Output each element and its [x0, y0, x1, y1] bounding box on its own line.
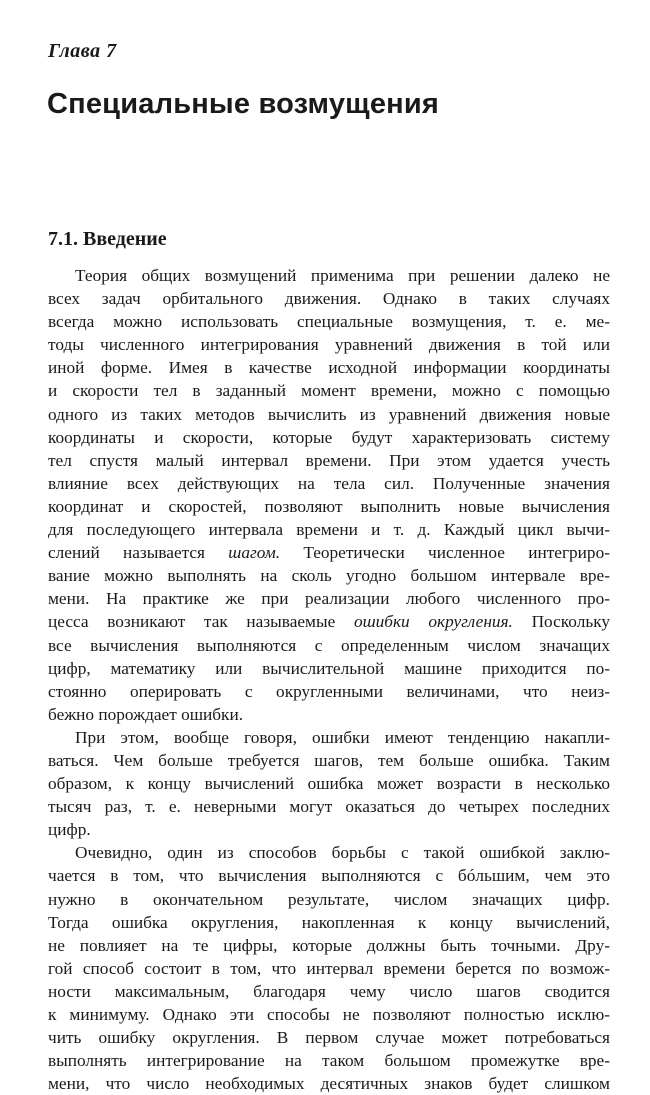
text-line: мени, что число необходимых десятичных знаков будет слишком: [48, 1074, 610, 1094]
text-line: все вычисления выполняются с определенным числом значащих: [48, 635, 610, 655]
chapter-label: Глава 7: [48, 40, 117, 62]
body-text: [48, 264, 610, 1095]
text-line: вание можно выполнять на сколь угодно большом интервале вре-: [48, 566, 610, 586]
text-line: [48, 541, 610, 564]
text-line: и скорости тел в заданный момент времени, можно с помощью: [48, 381, 610, 401]
text-line: Теория общих возмущений применима при решении далеко не: [75, 266, 610, 285]
text-line: влияние всех действующих на тела сил. Полученные значения: [48, 473, 610, 493]
text-line: [48, 610, 610, 633]
text-line: ности максимальным, благодаря чему число шагов сводится: [48, 981, 610, 1001]
term-step: шагом.: [228, 543, 281, 563]
text-line: к минимуму. Однако эти способы не позволяют полностью исклю-: [48, 1005, 610, 1024]
text-line: тоды численного интегрирования уравнений движения в той или: [48, 335, 610, 355]
term-rounding-errors: ошибки округления.: [353, 612, 513, 632]
text-line: При этом, вообще говоря, ошибки имеют тенденцию накапли-: [75, 727, 610, 747]
text-line: чить ошибку округления. В первом случае может потребоваться: [48, 1028, 610, 1048]
text-line: координат и скоростей, позволяют выполнить новые вычисления: [48, 496, 610, 516]
text-line: для последующего интервала времени и т. д. Каждый цикл вычи-: [48, 520, 610, 540]
text-line: цифр, математику или вычислительной машине приходится по-: [48, 658, 610, 678]
text-line: чается в том, что вычисления выполняются с бóльшим, чем это: [48, 866, 610, 886]
text-segment: Теоретически численное интегриро-: [303, 543, 610, 563]
text-line: мени. На практике же при реализации любого численного про-: [48, 589, 610, 609]
text-line: выполнять интегрирование на таком большом промежутке вре-: [48, 1051, 610, 1071]
text-segment: цесса возникают так называемые: [48, 612, 336, 632]
section-heading: 7.1. Введение: [48, 228, 167, 250]
text-line: нужно в окончательном результате, числом значащих цифр.: [48, 889, 610, 909]
chapter-title: Специальные возмущения: [47, 88, 440, 120]
text-line: стоянно оперировать с округленными величинами, что неиз-: [48, 681, 610, 701]
text-line: всех задач орбитального движения. Однако в таких случаях: [48, 289, 610, 309]
text-line: цифр.: [48, 820, 91, 840]
text-line: тел спустя малый интервал времени. При этом удается учесть: [48, 450, 610, 470]
text-line: не повлияет на те цифры, которые должны быть точными. Дру-: [48, 935, 610, 955]
text-line: ваться. Чем больше требуется шагов, тем больше ошибка. Таким: [48, 750, 610, 770]
text-line: иной форме. Имея в качестве исходной информации координаты: [48, 358, 610, 378]
text-line: тысяч раз, т. е. неверными могут оказаться до четырех последних: [48, 797, 610, 817]
text-line: гой способ состоит в том, что интервал времени берется по возмож-: [48, 958, 610, 978]
text-line: образом, к концу вычислений ошибка может возрасти в несколько: [48, 774, 610, 794]
text-segment: Поскольку: [531, 612, 611, 632]
text-line: координаты и скорости, которые будут характеризовать систему: [48, 427, 610, 447]
text-line: Тогда ошибка округления, накопленная к концу вычислений,: [48, 912, 610, 932]
text-line: одного из таких методов вычислить из уравнений движения новые: [48, 404, 610, 424]
text-line: всегда можно использовать специальные возмущения, т. е. ме-: [48, 312, 610, 332]
text-line: Очевидно, один из способов борьбы с такой ошибкой заклю-: [75, 843, 610, 863]
text-segment: слений называется: [48, 543, 205, 563]
text-line: бежно порождает ошибки.: [48, 704, 244, 724]
